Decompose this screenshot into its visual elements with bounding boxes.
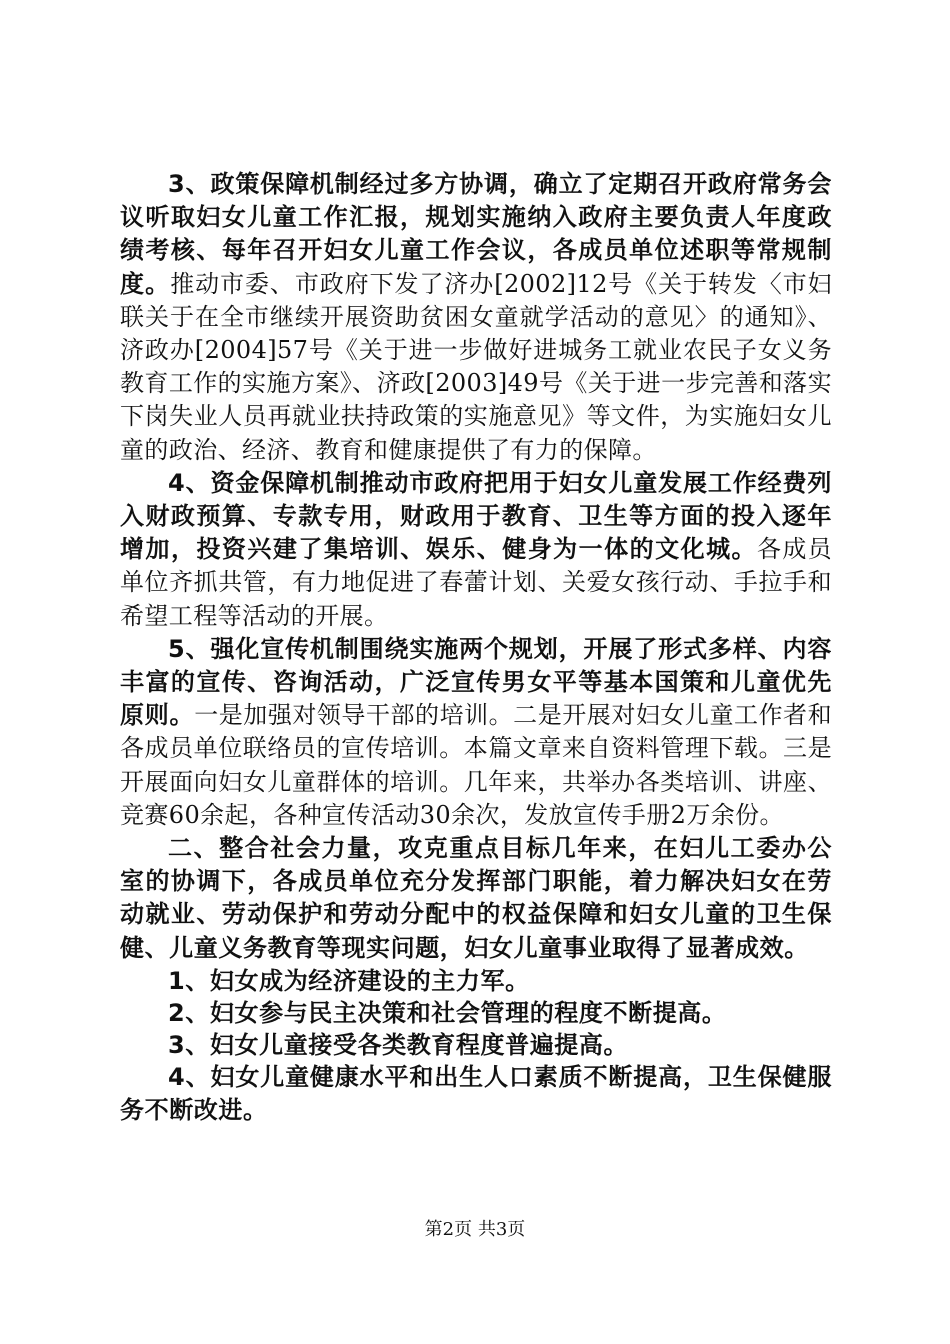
paragraph-publicity-mechanism	[120, 633, 832, 832]
list-item: 2、妇女参与民主决策和社会管理的程度不断提高。	[168, 999, 727, 1028]
list-item: 1、妇女成为经济建设的主力军。	[168, 966, 530, 995]
paragraph-social-forces	[120, 832, 832, 965]
paragraph-lead-text: 3、政策保障机制经过多方协调，确立了定期召开政府常务会议听取妇女儿童工作汇报，规划实施纳入政府主要负责人年度政绩考核、每年召开妇女儿童工作会议，各成员单位述职等常规制度。	[120, 170, 832, 298]
page-number-footer: 第2页 共3页	[424, 1219, 526, 1240]
paragraph-lead-text: 5、强化宣传机制围绕实施两个规划，开展了形式多样、内容丰富的宣传、咨询活动，广泛宣传男女平等基本国策和儿童优先原则。	[120, 634, 832, 730]
list-item: 3、妇女儿童接受各类教育程度普遍提高。	[168, 1031, 629, 1060]
paragraph-funding-mechanism	[120, 467, 832, 633]
paragraph-policy-mechanism	[120, 168, 832, 467]
paragraph-lead-text: 二、整合社会力量，攻克重点目标几年来，在妇儿工委办公室的协调下，各成员单位充分发挥部门职能，着力解决妇女在劳动就业、劳动保护和劳动分配中的权益保障和妇女儿童的卫生保健、儿童义务教育等现实问题，妇女儿童事业取得了显著成效。	[120, 834, 832, 962]
paragraph-lead-text: 4、资金保障机制推动市政府把用于妇女儿童发展工作经费列入财政预算、专款专用，财政用于教育、卫生等方面的投入逐年增加，投资兴建了集培训、娱乐、健身为一体的文化城。	[120, 468, 832, 564]
paragraph-body-text: 推动市委、市政府下发了济办[2002]12号《关于转发〈市妇联关于在全市继续开展资助贫困女童就学活动的意见〉的通知》、济政办[2004]57号《关于进一步做好进城务工就业农民子女义务教育工作的实施方案》、济政[2003]49号《关于进一步完善和落实下岗失业人员再就业扶持政策的实施意见》等文件，为实施妇女儿童的政治、经济、教育和健康提供了有力的保障。	[120, 269, 833, 464]
document-body	[120, 168, 832, 1126]
paragraph-body-text: 一是加强对领导干部的培训。二是开展对妇女儿童工作者和各成员单位联络员的宣传培训。本篇文章来自资料管理下载。三是开展面向妇女儿童群体的培训。几年来，共举办各类培训、讲座、竞赛60余起，各种宣传活动30余次，发放宣传手册2万余份。	[120, 701, 832, 829]
list-item: 4、妇女儿童健康水平和出生人口素质不断提高，卫生保健服务不断改进。	[120, 1063, 832, 1124]
paragraph-body-text: 各成员单位齐抓共管，有力地促进了春蕾计划、关爱女孩行动、手拉手和希望工程等活动的开展。	[120, 535, 833, 630]
